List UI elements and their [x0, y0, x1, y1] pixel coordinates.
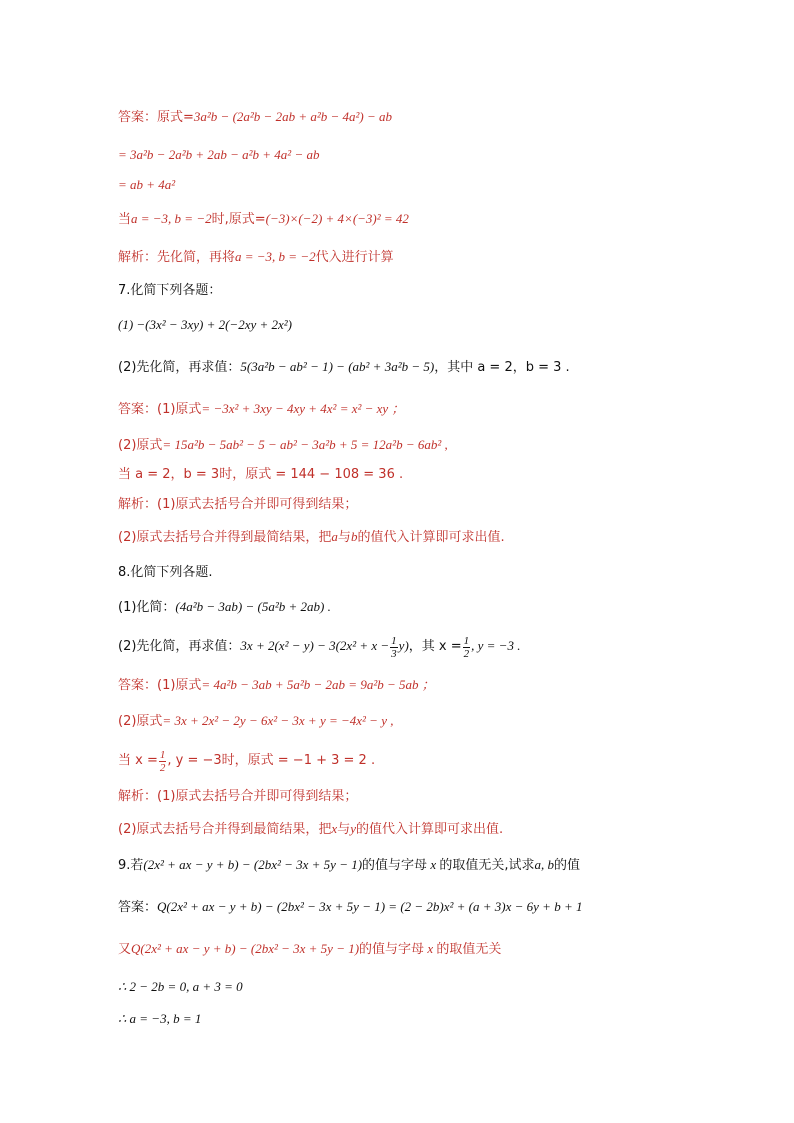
answer-9-line-3: ∴ 2 − 2b = 0, a + 3 = 0: [118, 979, 243, 994]
answer-label: 答案：原式=: [118, 110, 194, 125]
question-9: [118, 856, 580, 875]
text: 又: [118, 942, 132, 957]
text: ，其 x =: [408, 639, 462, 654]
text: (2)先化简，再求值：: [118, 360, 241, 375]
math-expression: (2x² + ax − y + b) − (2bx² − 3x + 5y − 1): [143, 857, 363, 872]
math-expression: a = −3, b = −2: [131, 211, 212, 226]
text: 的值: [553, 858, 580, 873]
answer-line-2: = 3a²b − 2a²b + 2ab − a²b + 4a² − ab: [118, 147, 320, 162]
math-expression: = 3x + 2x² − 2y − 6x² − 3x + y = −4x² − y ,: [162, 713, 394, 728]
math-expression: Q(2x² + ax − y + b) − (2bx² − 3x + 5y − 1): [131, 941, 360, 956]
math-expression: 3x + 2(x² − y) − 3(2x² + x −: [240, 638, 390, 653]
text: 与: [337, 822, 351, 837]
numerator: 1: [463, 634, 470, 647]
text: 的值与字母: [362, 858, 428, 873]
question-7-title: 7.化简下列各题：: [118, 283, 222, 298]
answer-7-evaluation: 当 a = 2，b = 3时，原式 = 144 − 108 = 36 .: [118, 467, 404, 482]
answer-8-part-2: [118, 712, 393, 731]
text: , y = −3时，原式 = −1 + 3 = 2 .: [167, 753, 376, 768]
math-expression: = 4a²b − 3ab + 5a²b − 2ab = 9a²b − 5ab ；: [201, 677, 435, 692]
analysis-8-part-1: 解析：(1)原式去括号合并即可得到结果；: [118, 789, 358, 804]
denominator: 2: [159, 761, 166, 774]
text: 的值代入计算即可求出值.: [356, 822, 504, 837]
question-8-part-2: [118, 632, 520, 661]
answer-8-part-1: [118, 676, 435, 695]
analysis-7-part-2: [118, 528, 505, 547]
text: 当: [118, 212, 132, 227]
math-expression: a, b: [534, 857, 554, 872]
text: (2)原式去括号合并得到最简结果，把: [118, 530, 332, 545]
math-expression: (4a²b − 3ab) − (5a²b + 2ab) .: [175, 599, 331, 614]
math-expression: Q(2x² + ax − y + b) − (2bx² − 3x + 5y − 1) = (2 − 2b)x² + (a + 3)x − 6y + b + 1: [157, 899, 583, 914]
answer-label: (2)原式: [118, 714, 163, 729]
text: (2)先化简，再求值：: [118, 639, 241, 654]
text: (1)化简：: [118, 600, 176, 615]
numerator: 1: [159, 748, 166, 761]
math-variable: y: [350, 821, 356, 836]
math-variable: x: [331, 821, 338, 836]
analysis-8-part-2: [118, 820, 503, 839]
math-variable: x: [427, 941, 434, 956]
answer-7-part-2: [118, 436, 448, 455]
fraction-one-third: [390, 635, 398, 660]
answer-9-line-2: [118, 940, 501, 959]
text: 9.若: [118, 858, 144, 873]
math-expression: 3a²b − (2a²b − 2ab + a²b − 4a²) − ab: [193, 109, 393, 124]
text: 的取值无关: [436, 942, 502, 957]
analysis-7-part-1: 解析：(1)原式去括号合并即可得到结果；: [118, 497, 358, 512]
text: 的取值无关,试求: [439, 858, 535, 873]
text: (2)原式去括号合并得到最简结果，把: [118, 822, 332, 837]
fraction-one-half: [159, 749, 167, 774]
numerator: 1: [391, 634, 397, 647]
question-8-title: 8.化简下列各题.: [118, 565, 213, 580]
answer-9-line-4: ∴ a = −3, b = 1: [118, 1011, 202, 1026]
math-expression: a = −3, b = −2: [235, 249, 316, 264]
answer-label: (2)原式: [118, 438, 163, 453]
question-7-part-1: (1) −(3x² − 3xy) + 2(−2xy + 2x²): [118, 317, 293, 332]
math-expression: 5(3a²b − ab² − 1) − (ab² + 3a²b − 5): [240, 359, 435, 374]
math-variable: a: [331, 529, 338, 544]
math-expression: , y = −3 .: [471, 638, 521, 653]
math-expression: (−3)×(−2) + 4×(−3)² = 42: [265, 211, 409, 226]
answer-line-4: [118, 210, 409, 229]
answer-label: 答案：(1)原式: [118, 678, 202, 693]
text: ，其中 a = 2，b = 3 .: [434, 360, 570, 375]
math-expression: y): [398, 638, 409, 653]
question-8-part-1: [118, 598, 331, 617]
math-expression: = 15a²b − 5ab² − 5 − ab² − 3a²b + 5 = 12a²b − 6ab² ,: [162, 437, 448, 452]
text: 的值与字母: [359, 942, 425, 957]
answer-8-evaluation: [118, 746, 375, 775]
answer-line-3: = ab + 4a²: [118, 177, 176, 192]
text: 解析：先化简，再将: [118, 250, 236, 265]
analysis-line-1: [118, 248, 394, 267]
denominator: 3: [391, 647, 397, 660]
text: 时,原式=: [211, 212, 266, 227]
fraction-one-half: [463, 635, 471, 660]
text: 当 x =: [118, 753, 158, 768]
text: 与: [337, 530, 351, 545]
math-variable: b: [350, 529, 358, 544]
math-expression: = −3x² + 3xy − 4xy + 4x² = x² − xy ；: [201, 401, 405, 416]
answer-line-1: [118, 108, 392, 127]
question-7-part-2: [118, 358, 570, 377]
text: 的值代入计算即可求出值.: [357, 530, 505, 545]
answer-7-part-1: [118, 400, 404, 419]
denominator: 2: [463, 647, 470, 660]
answer-9-line-1: [118, 898, 582, 917]
text: 代入进行计算: [315, 250, 394, 265]
math-variable: x: [430, 857, 437, 872]
answer-label: 答案：(1)原式: [118, 402, 202, 417]
answer-label: 答案：: [118, 900, 158, 915]
